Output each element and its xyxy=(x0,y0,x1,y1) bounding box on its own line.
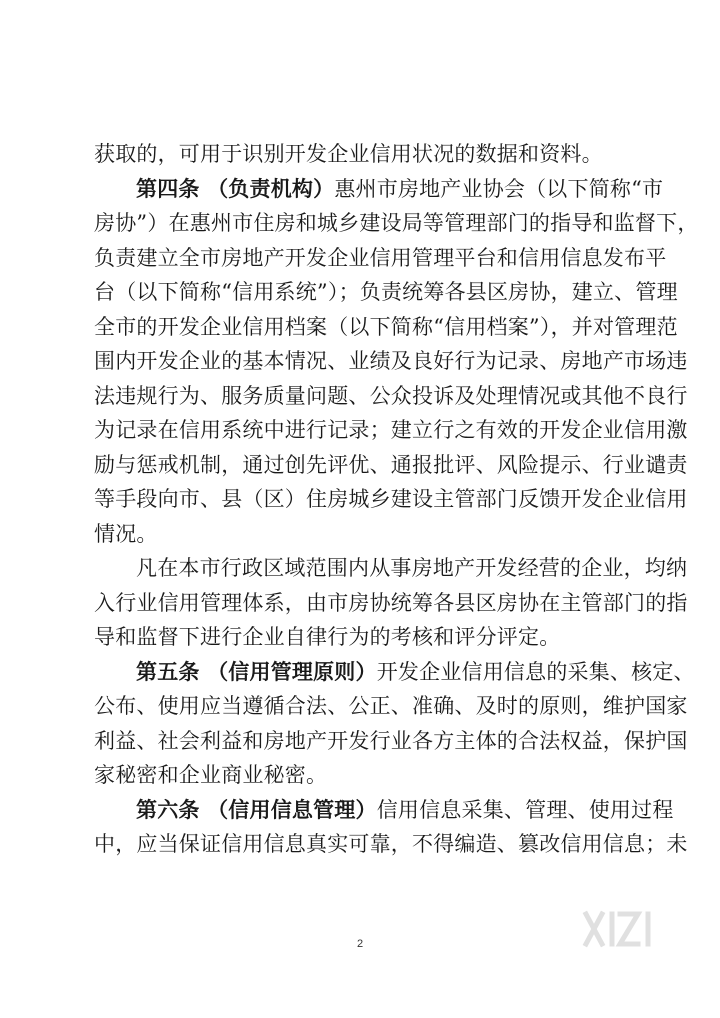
text-line: 家秘密和企业商业秘密。 xyxy=(94,763,328,787)
text-line: 获取的，可用于识别开发企业信用状况的数据和资料。 xyxy=(94,142,603,166)
text-line: 等手段向市、县（区）住房城乡建设主管部门反馈开发企业信用 xyxy=(94,487,688,511)
text-line: 全市的开发企业信用档案（以下简称“信用档案”），并对管理范 xyxy=(94,314,678,339)
article-4-title: 第四条 （负责机构） xyxy=(136,176,335,201)
article-5-title: 第五条 （信用管理原则） xyxy=(136,659,377,684)
article-6-heading-line: 第六条 （信用信息管理）信用信息采集、管理、使用过程 xyxy=(136,797,674,822)
text-line: 导和监督下进行企业自律行为的考核和评分评定。 xyxy=(94,625,561,649)
text-line: 房协”）在惠州市住房和城乡建设局等管理部门的指导和监督下， xyxy=(94,211,699,235)
text-line: 台（以下简称“信用系统”）；负责统筹各县区房协，建立、管理 xyxy=(94,280,678,304)
document-body xyxy=(94,137,699,862)
article-5-heading-line: 第五条 （信用管理原则）开发企业信用信息的采集、核定、 xyxy=(136,659,695,684)
text-line: 公布、使用应当遵循合法、公正、准确、及时的原则，维护国家 xyxy=(94,694,688,718)
paragraph-start-line: 凡在本市行政区域范围内从事房地产开发经营的企业，均纳 xyxy=(136,556,688,580)
xizi-watermark-logo xyxy=(582,906,672,952)
text-line: 励与惩戒机制，通过创先评优、通报批评、风险提示、行业谴责 xyxy=(94,452,688,477)
text-line: 利益、社会利益和房地产开发行业各方主体的合法权益，保护国 xyxy=(94,728,688,753)
text-line: 围内开发企业的基本情况、业绩及良好行为记录、房地产市场违 xyxy=(94,349,688,373)
text-line: 为记录在信用系统中进行记录；建立行之有效的开发企业信用激 xyxy=(94,418,688,442)
article-4-heading-line: 第四条 （负责机构）惠州市房地产业协会（以下简称“市 xyxy=(136,176,664,201)
text-line: 法违规行为、服务质量问题、公众投诉及处理情况或其他不良行 xyxy=(94,383,688,408)
text-line: 情况。 xyxy=(94,521,158,546)
article-6-title: 第六条 （信用信息管理） xyxy=(136,797,377,822)
text-line: 入行业信用管理体系，由市房协统筹各县区房协在主管部门的指 xyxy=(94,590,688,615)
text-line: 负责建立全市房地产开发企业信用管理平台和信用信息发布平 xyxy=(94,245,667,270)
text-line: 中，应当保证信用信息真实可靠，不得编造、篡改信用信息；未 xyxy=(94,832,688,856)
page-number: 2 xyxy=(356,938,364,950)
